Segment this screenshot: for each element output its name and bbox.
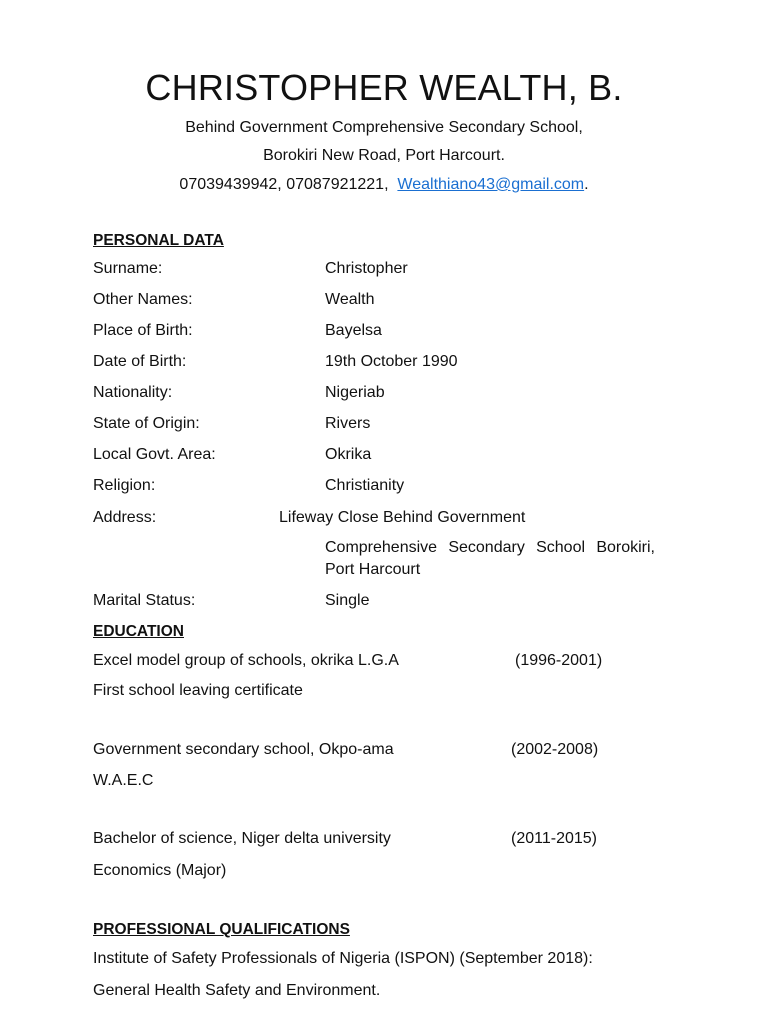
marital-status-value: Single xyxy=(325,592,370,609)
resume-name: CHRISTOPHER WEALTH, B. xyxy=(145,67,623,108)
education-school: Government secondary school, Okpo-ama xyxy=(93,741,394,758)
qualification-line-1: Institute of Safety Professionals of Nigeria (ISPON) (September 2018): xyxy=(93,950,593,967)
qualification-line-2: General Health Safety and Environment. xyxy=(93,982,381,999)
surname-value: Christopher xyxy=(325,260,408,277)
lga-label: Local Govt. Area: xyxy=(93,446,216,463)
education-years: (2011-2015) xyxy=(511,830,597,847)
address-line-1: Behind Government Comprehensive Secondary School, xyxy=(185,119,583,136)
surname-label: Surname: xyxy=(93,260,163,277)
nationality-label: Nationality: xyxy=(93,384,173,401)
phone-numbers: 07039439942, 07087921221, xyxy=(179,176,389,193)
address-line-2: Borokiri New Road, Port Harcourt. xyxy=(263,147,505,164)
date-of-birth-value: 19th October 1990 xyxy=(325,353,458,370)
personal-data-heading: PERSONAL DATA xyxy=(93,232,224,249)
date-of-birth-label: Date of Birth: xyxy=(93,353,187,370)
email-link[interactable]: Wealthiano43@gmail.com xyxy=(397,176,585,193)
state-of-origin-label: State of Origin: xyxy=(93,415,200,432)
education-years: (1996-2001) xyxy=(515,652,603,669)
education-award: First school leaving certificate xyxy=(93,682,303,699)
address-value-continued: Comprehensive Secondary School Borokiri, Port Harcourt xyxy=(325,539,655,578)
lga-value: Okrika xyxy=(325,446,372,463)
education-years: (2002-2008) xyxy=(511,741,599,758)
education-school: Bachelor of science, Niger delta university xyxy=(93,830,391,847)
other-names-label: Other Names: xyxy=(93,291,193,308)
religion-value: Christianity xyxy=(325,477,405,494)
address-value-line-1: Lifeway Close Behind Government xyxy=(279,509,526,526)
contact-line xyxy=(0,175,768,195)
religion-label: Religion: xyxy=(93,477,156,494)
professional-qualifications-heading: PROFESSIONAL QUALIFICATIONS xyxy=(93,921,350,938)
place-of-birth-value: Bayelsa xyxy=(325,322,382,339)
other-names-value: Wealth xyxy=(325,291,375,308)
education-award: W.A.E.C xyxy=(93,772,154,789)
education-school: Excel model group of schools, okrika L.G.A xyxy=(93,652,399,669)
education-award: Economics (Major) xyxy=(93,862,227,879)
place-of-birth-label: Place of Birth: xyxy=(93,322,193,339)
marital-status-label: Marital Status: xyxy=(93,592,196,609)
education-heading: EDUCATION xyxy=(93,623,184,640)
address-label: Address: xyxy=(93,509,157,526)
nationality-value: Nigeriab xyxy=(325,384,385,401)
state-of-origin-value: Rivers xyxy=(325,415,371,432)
email-suffix: . xyxy=(584,176,589,193)
